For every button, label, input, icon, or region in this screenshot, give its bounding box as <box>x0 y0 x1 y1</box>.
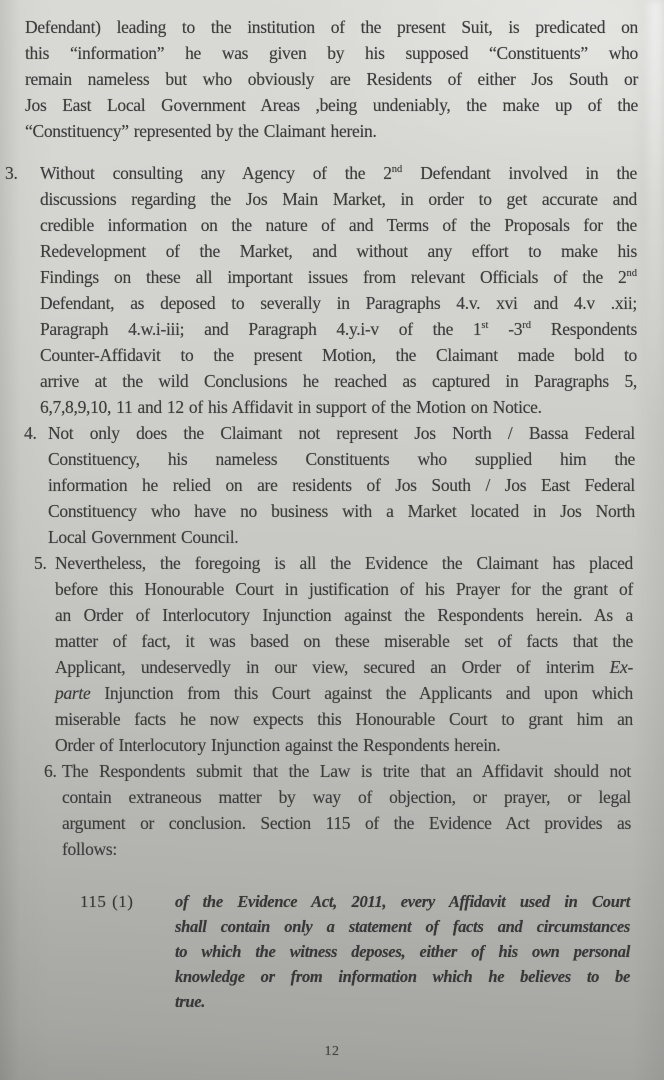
item-lines <box>55 550 633 758</box>
text-line: Constituency who have no business with a Market located in Jos North <box>48 501 635 521</box>
text-line: contain extraneous matter by way of objection, or prayer, or legal <box>62 787 631 807</box>
text-line: Counter-Affidavit to the present Motion, the Claimant made bold to <box>40 345 637 365</box>
paragraph-lines <box>25 14 638 144</box>
text-line: Nevertheless, the foregoing is all the Evidence the Claimant has placed <box>55 553 633 573</box>
text-line: parte Injunction from this Court against the Applicants and upon which <box>55 683 633 703</box>
list-item-6 <box>0 758 664 862</box>
list-item-3 <box>0 160 664 420</box>
text-line: argument or conclusion. Section 115 of the Evidence Act provides as <box>62 813 631 833</box>
statute-quote-lines <box>175 889 630 1014</box>
text-line: Defendant, as deposed to severally in Paragraphs 4.v. xvi and 4.v .xii; <box>40 293 637 313</box>
text-line: to which the witness deposes, either of his own personal <box>175 942 630 961</box>
item-number: 3. <box>5 163 18 183</box>
text-line: Order of Interlocutory Injunction against the Respondents herein. <box>55 735 501 755</box>
text-line: 6,7,8,9,10, 11 and 12 of his Affidavit in support of the Motion on Notice. <box>40 397 542 417</box>
text-line: matter of fact, it was based on these miserable set of facts that the <box>55 631 633 651</box>
text-line: miserable facts he now expects this Honourable Court to grant him an <box>55 709 633 729</box>
item-number: 5. <box>34 553 47 573</box>
text-line: “Constituency” represented by the Claimant herein. <box>25 121 377 141</box>
text-line: Findings on these all important issues from relevant Officials of the 2nd <box>40 267 637 287</box>
item-number: 6. <box>44 761 57 781</box>
list-item-4 <box>0 420 664 550</box>
text-line: information he relied on are residents of Jos South / Jos East Federal <box>48 475 635 495</box>
text-line: Jos East Local Government Areas ,being undeniably, the make up of the <box>25 95 638 115</box>
statute-section-label: 115 (1) <box>80 892 134 911</box>
text-line: Redevelopment of the Market, and without any effort to make his <box>40 241 637 261</box>
text-line: of the Evidence Act, 2011, every Affidavit used in Court <box>175 892 630 911</box>
text-line: follows: <box>62 839 117 859</box>
list-item-5 <box>0 550 664 758</box>
text-line: Paragraph 4.w.i-iii; and Paragraph 4.y.i-v of the 1st -3rd Respondents <box>40 319 638 339</box>
item-lines <box>62 758 631 862</box>
document-body <box>0 14 664 1014</box>
text-line: Without consulting any Agency of the 2nd Defendant involved in the <box>40 163 637 183</box>
text-line: discussions regarding the Jos Main Market, in order to get accurate and <box>40 189 637 209</box>
text-line: Defendant) leading to the institution of the present Suit, is predicated on <box>25 17 638 37</box>
continuation-paragraph <box>25 14 638 144</box>
text-line: Applicant, undeservedly in our view, secured an Order of interim Ex- <box>55 657 633 677</box>
text-line: shall contain only a statement of facts and circumstances <box>175 917 630 936</box>
text-line: before this Honourable Court in justification of his Prayer for the grant of <box>55 579 633 599</box>
text-line: this “information” he was given by his supposed “Constituents” who <box>25 43 638 63</box>
page-number: 12 <box>324 1044 340 1059</box>
item-lines <box>40 160 637 420</box>
text-line: remain nameless but who obviously are Residents of either Jos South or <box>25 69 638 89</box>
text-line: true. <box>175 992 206 1011</box>
text-line: Local Government Council. <box>48 527 239 547</box>
text-line: Not only does the Claimant not represent Jos North / Bassa Federal <box>48 423 635 443</box>
statute-quote-block <box>0 889 664 1014</box>
text-line: knowledge or from information which he believes to be <box>175 967 630 986</box>
text-line: an Order of Interlocutory Injunction against the Respondents herein. As a <box>55 605 633 625</box>
text-line: Constituency, his nameless Constituents who supplied him the <box>48 449 635 469</box>
text-line: arrive at the wild Conclusions he reached as captured in Paragraphs 5, <box>40 371 637 391</box>
item-number: 4. <box>24 423 37 443</box>
text-line: The Respondents submit that the Law is trite that an Affidavit should not <box>62 761 631 781</box>
item-lines <box>48 420 635 550</box>
text-line: credible information on the nature of and Terms of the Proposals for the <box>40 215 637 235</box>
